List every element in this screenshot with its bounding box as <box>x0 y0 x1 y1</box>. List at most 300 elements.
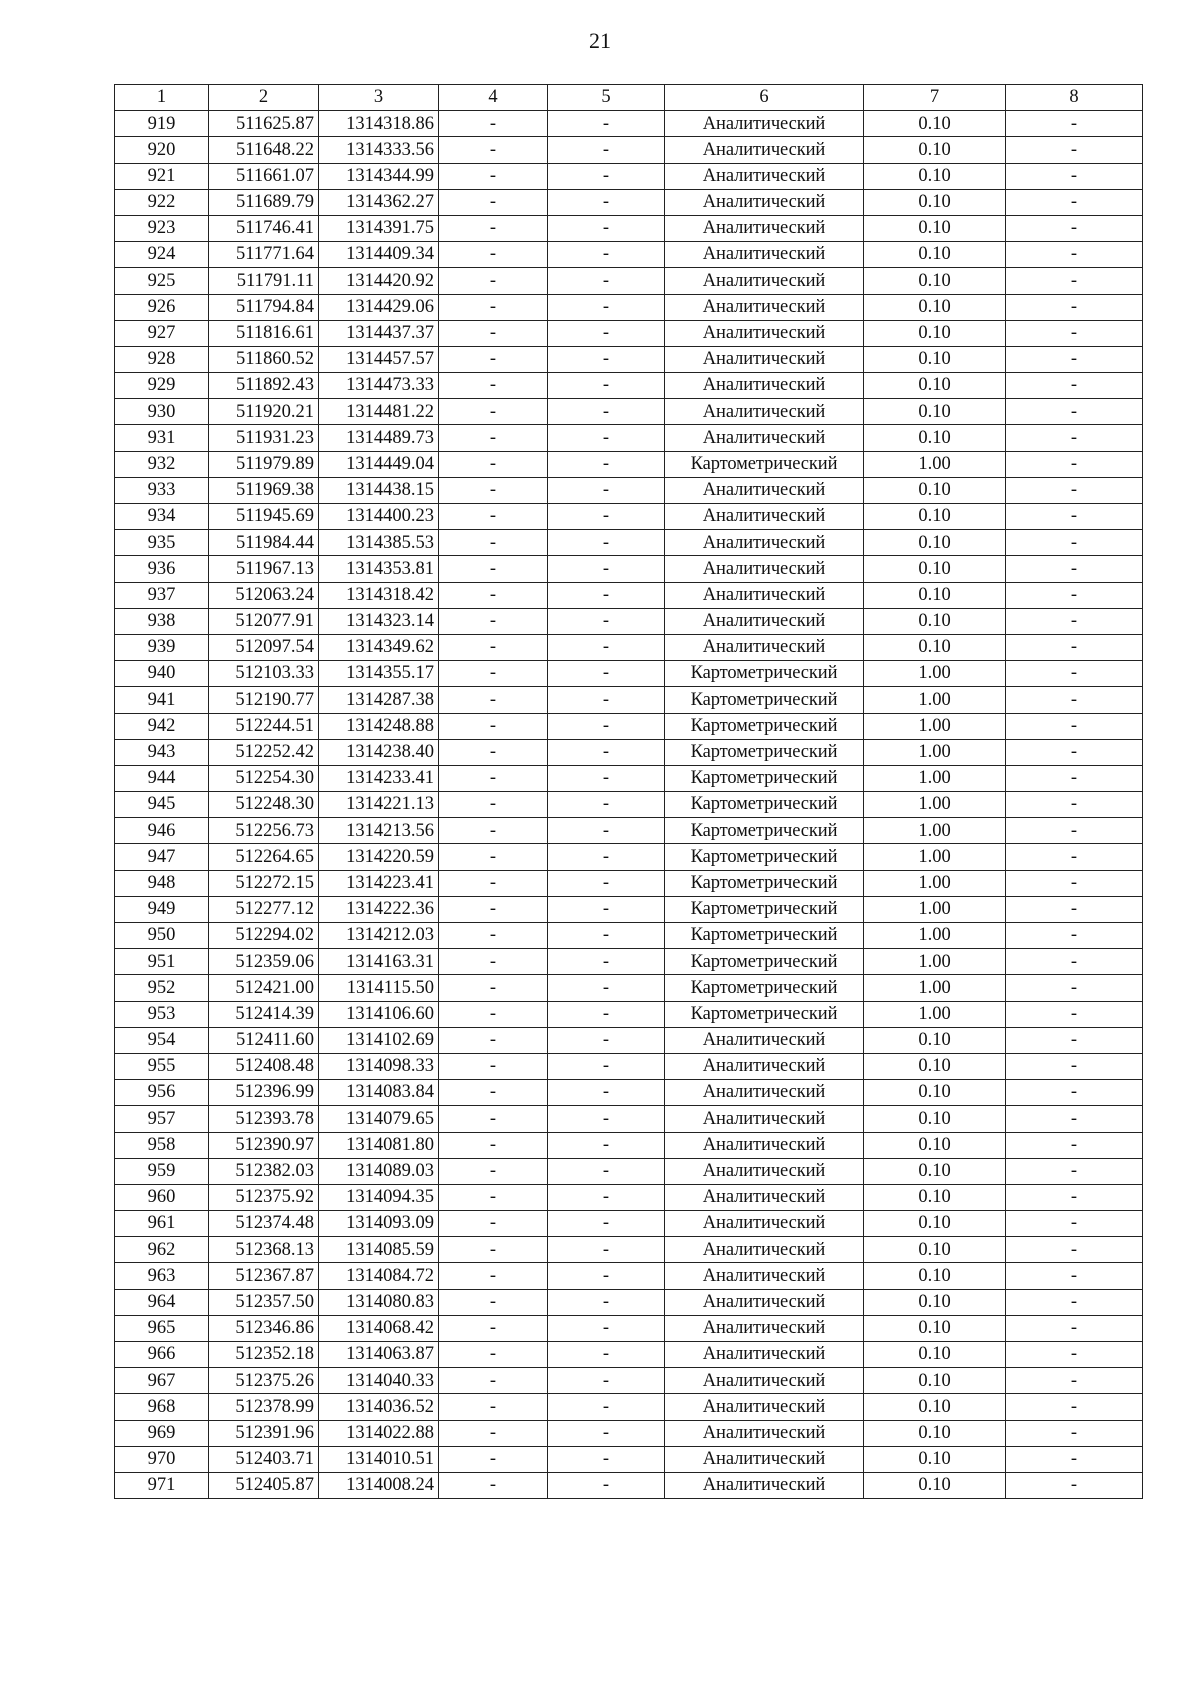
col-8-cell: - <box>1006 1368 1143 1394</box>
col-8-cell: - <box>1006 1263 1143 1289</box>
col-4-cell: - <box>439 923 548 949</box>
table-row <box>115 765 1143 791</box>
coord-x-cell: 512375.26 <box>209 1368 319 1394</box>
col-5-cell: - <box>548 1027 665 1053</box>
col-5-cell: - <box>548 582 665 608</box>
point-number-cell: 947 <box>115 844 209 870</box>
coord-y-cell: 1314333.56 <box>319 137 439 163</box>
col-4-cell: - <box>439 739 548 765</box>
coord-x-cell: 511791.11 <box>209 268 319 294</box>
method-cell: Аналитический <box>665 1237 864 1263</box>
point-number-cell: 970 <box>115 1446 209 1472</box>
table-row <box>115 1420 1143 1446</box>
col-4-cell: - <box>439 1446 548 1472</box>
col-5-cell: - <box>548 1001 665 1027</box>
coord-x-cell: 511648.22 <box>209 137 319 163</box>
table-row <box>115 504 1143 530</box>
col-8-cell: - <box>1006 530 1143 556</box>
col-4-cell: - <box>439 844 548 870</box>
coord-x-cell: 512256.73 <box>209 818 319 844</box>
col-5-cell: - <box>548 163 665 189</box>
point-number-cell: 936 <box>115 556 209 582</box>
method-cell: Картометрический <box>665 687 864 713</box>
coord-y-cell: 1314213.56 <box>319 818 439 844</box>
col-5-cell: - <box>548 425 665 451</box>
column-header-1: 1 <box>115 85 209 111</box>
accuracy-cell: 0.10 <box>864 242 1006 268</box>
table-row <box>115 477 1143 503</box>
method-cell: Аналитический <box>665 294 864 320</box>
accuracy-cell: 0.10 <box>864 399 1006 425</box>
point-number-cell: 945 <box>115 792 209 818</box>
col-4-cell: - <box>439 530 548 556</box>
col-4-cell: - <box>439 1053 548 1079</box>
col-4-cell: - <box>439 504 548 530</box>
coord-x-cell: 511892.43 <box>209 373 319 399</box>
method-cell: Картометрический <box>665 713 864 739</box>
col-4-cell: - <box>439 608 548 634</box>
method-cell: Аналитический <box>665 189 864 215</box>
coord-x-cell: 512077.91 <box>209 608 319 634</box>
coord-y-cell: 1314438.15 <box>319 477 439 503</box>
col-5-cell: - <box>548 949 665 975</box>
col-8-cell: - <box>1006 1211 1143 1237</box>
col-4-cell: - <box>439 1211 548 1237</box>
col-8-cell: - <box>1006 1394 1143 1420</box>
table-row <box>115 687 1143 713</box>
col-5-cell: - <box>548 346 665 372</box>
coord-x-cell: 512421.00 <box>209 975 319 1001</box>
method-cell: Аналитический <box>665 1420 864 1446</box>
coord-y-cell: 1314473.33 <box>319 373 439 399</box>
table-row <box>115 1158 1143 1184</box>
point-number-cell: 968 <box>115 1394 209 1420</box>
accuracy-cell: 0.10 <box>864 215 1006 241</box>
method-cell: Картометрический <box>665 1001 864 1027</box>
col-5-cell: - <box>548 189 665 215</box>
col-8-cell: - <box>1006 215 1143 241</box>
table-row <box>115 215 1143 241</box>
method-cell: Картометрический <box>665 792 864 818</box>
method-cell: Аналитический <box>665 1368 864 1394</box>
coord-x-cell: 512244.51 <box>209 713 319 739</box>
coord-x-cell: 512367.87 <box>209 1263 319 1289</box>
col-8-cell: - <box>1006 1027 1143 1053</box>
coord-y-cell: 1314102.69 <box>319 1027 439 1053</box>
col-4-cell: - <box>439 1184 548 1210</box>
point-number-cell: 937 <box>115 582 209 608</box>
col-8-cell: - <box>1006 687 1143 713</box>
table-row <box>115 137 1143 163</box>
table-row <box>115 923 1143 949</box>
accuracy-cell: 0.10 <box>864 1211 1006 1237</box>
col-5-cell: - <box>548 1420 665 1446</box>
coord-x-cell: 512190.77 <box>209 687 319 713</box>
point-number-cell: 955 <box>115 1053 209 1079</box>
table-row <box>115 582 1143 608</box>
table-row <box>115 844 1143 870</box>
col-4-cell: - <box>439 634 548 660</box>
coord-y-cell: 1314163.31 <box>319 949 439 975</box>
coord-x-cell: 511689.79 <box>209 189 319 215</box>
point-number-cell: 962 <box>115 1237 209 1263</box>
col-4-cell: - <box>439 1158 548 1184</box>
method-cell: Аналитический <box>665 399 864 425</box>
method-cell: Картометрический <box>665 923 864 949</box>
coord-y-cell: 1314318.86 <box>319 111 439 137</box>
coord-y-cell: 1314222.36 <box>319 896 439 922</box>
coord-y-cell: 1314323.14 <box>319 608 439 634</box>
table-row <box>115 870 1143 896</box>
col-8-cell: - <box>1006 1237 1143 1263</box>
col-8-cell: - <box>1006 949 1143 975</box>
point-number-cell: 942 <box>115 713 209 739</box>
col-4-cell: - <box>439 425 548 451</box>
col-4-cell: - <box>439 1080 548 1106</box>
method-cell: Аналитический <box>665 1394 864 1420</box>
table-row <box>115 1368 1143 1394</box>
method-cell: Аналитический <box>665 111 864 137</box>
col-8-cell: - <box>1006 923 1143 949</box>
table-row <box>115 608 1143 634</box>
coord-x-cell: 511931.23 <box>209 425 319 451</box>
col-5-cell: - <box>548 792 665 818</box>
table-row <box>115 425 1143 451</box>
accuracy-cell: 0.10 <box>864 1446 1006 1472</box>
accuracy-cell: 0.10 <box>864 1053 1006 1079</box>
col-4-cell: - <box>439 1420 548 1446</box>
col-5-cell: - <box>548 268 665 294</box>
col-8-cell: - <box>1006 1315 1143 1341</box>
col-5-cell: - <box>548 1263 665 1289</box>
table-row <box>115 1394 1143 1420</box>
point-number-cell: 940 <box>115 661 209 687</box>
coord-x-cell: 511771.64 <box>209 242 319 268</box>
point-number-cell: 950 <box>115 923 209 949</box>
table-row <box>115 1132 1143 1158</box>
table-row <box>115 1237 1143 1263</box>
col-8-cell: - <box>1006 163 1143 189</box>
method-cell: Аналитический <box>665 556 864 582</box>
point-number-cell: 951 <box>115 949 209 975</box>
table-row <box>115 399 1143 425</box>
point-number-cell: 963 <box>115 1263 209 1289</box>
accuracy-cell: 0.10 <box>864 1080 1006 1106</box>
col-8-cell: - <box>1006 1472 1143 1498</box>
col-8-cell: - <box>1006 451 1143 477</box>
table-row <box>115 451 1143 477</box>
coord-x-cell: 512277.12 <box>209 896 319 922</box>
point-number-cell: 930 <box>115 399 209 425</box>
col-4-cell: - <box>439 111 548 137</box>
col-5-cell: - <box>548 634 665 660</box>
accuracy-cell: 0.10 <box>864 1263 1006 1289</box>
coord-y-cell: 1314420.92 <box>319 268 439 294</box>
method-cell: Аналитический <box>665 582 864 608</box>
coord-x-cell: 512408.48 <box>209 1053 319 1079</box>
col-8-cell: - <box>1006 425 1143 451</box>
accuracy-cell: 1.00 <box>864 870 1006 896</box>
col-4-cell: - <box>439 320 548 346</box>
point-number-cell: 934 <box>115 504 209 530</box>
method-cell: Аналитический <box>665 1211 864 1237</box>
table-row <box>115 661 1143 687</box>
coord-x-cell: 512352.18 <box>209 1342 319 1368</box>
accuracy-cell: 1.00 <box>864 792 1006 818</box>
method-cell: Аналитический <box>665 1263 864 1289</box>
col-8-cell: - <box>1006 137 1143 163</box>
table-row <box>115 1446 1143 1472</box>
col-4-cell: - <box>439 242 548 268</box>
point-number-cell: 943 <box>115 739 209 765</box>
coord-x-cell: 511967.13 <box>209 556 319 582</box>
col-4-cell: - <box>439 137 548 163</box>
accuracy-cell: 0.10 <box>864 189 1006 215</box>
coord-x-cell: 512375.92 <box>209 1184 319 1210</box>
column-header-2: 2 <box>209 85 319 111</box>
accuracy-cell: 0.10 <box>864 1394 1006 1420</box>
method-cell: Аналитический <box>665 1342 864 1368</box>
coord-y-cell: 1314022.88 <box>319 1420 439 1446</box>
column-header-6: 6 <box>665 85 864 111</box>
col-8-cell: - <box>1006 582 1143 608</box>
col-8-cell: - <box>1006 242 1143 268</box>
col-4-cell: - <box>439 975 548 1001</box>
accuracy-cell: 0.10 <box>864 477 1006 503</box>
col-4-cell: - <box>439 1342 548 1368</box>
coord-y-cell: 1314429.06 <box>319 294 439 320</box>
col-5-cell: - <box>548 137 665 163</box>
accuracy-cell: 0.10 <box>864 294 1006 320</box>
accuracy-cell: 0.10 <box>864 1342 1006 1368</box>
method-cell: Картометрический <box>665 844 864 870</box>
accuracy-cell: 0.10 <box>864 1472 1006 1498</box>
col-8-cell: - <box>1006 1158 1143 1184</box>
coord-y-cell: 1314212.03 <box>319 923 439 949</box>
accuracy-cell: 0.10 <box>864 608 1006 634</box>
method-cell: Аналитический <box>665 1472 864 1498</box>
col-5-cell: - <box>548 215 665 241</box>
accuracy-cell: 0.10 <box>864 634 1006 660</box>
point-number-cell: 927 <box>115 320 209 346</box>
col-5-cell: - <box>548 477 665 503</box>
table-row <box>115 294 1143 320</box>
method-cell: Аналитический <box>665 137 864 163</box>
method-cell: Аналитический <box>665 477 864 503</box>
col-5-cell: - <box>548 739 665 765</box>
col-5-cell: - <box>548 896 665 922</box>
point-number-cell: 946 <box>115 818 209 844</box>
table-row <box>115 268 1143 294</box>
accuracy-cell: 1.00 <box>864 844 1006 870</box>
col-8-cell: - <box>1006 294 1143 320</box>
col-5-cell: - <box>548 870 665 896</box>
coord-y-cell: 1314008.24 <box>319 1472 439 1498</box>
coord-x-cell: 511979.89 <box>209 451 319 477</box>
col-8-cell: - <box>1006 661 1143 687</box>
col-4-cell: - <box>439 268 548 294</box>
col-4-cell: - <box>439 189 548 215</box>
coord-x-cell: 511746.41 <box>209 215 319 241</box>
method-cell: Аналитический <box>665 163 864 189</box>
accuracy-cell: 1.00 <box>864 896 1006 922</box>
col-5-cell: - <box>548 1053 665 1079</box>
table-row <box>115 1106 1143 1132</box>
coord-x-cell: 511794.84 <box>209 294 319 320</box>
col-8-cell: - <box>1006 504 1143 530</box>
method-cell: Картометрический <box>665 975 864 1001</box>
point-number-cell: 948 <box>115 870 209 896</box>
table-body <box>115 111 1143 1499</box>
accuracy-cell: 1.00 <box>864 818 1006 844</box>
accuracy-cell: 1.00 <box>864 765 1006 791</box>
col-8-cell: - <box>1006 896 1143 922</box>
col-5-cell: - <box>548 242 665 268</box>
col-5-cell: - <box>548 1315 665 1341</box>
col-8-cell: - <box>1006 870 1143 896</box>
col-8-cell: - <box>1006 373 1143 399</box>
point-number-cell: 960 <box>115 1184 209 1210</box>
col-4-cell: - <box>439 1315 548 1341</box>
method-cell: Аналитический <box>665 530 864 556</box>
coord-y-cell: 1314409.34 <box>319 242 439 268</box>
coord-x-cell: 512357.50 <box>209 1289 319 1315</box>
coord-y-cell: 1314349.62 <box>319 634 439 660</box>
col-4-cell: - <box>439 896 548 922</box>
accuracy-cell: 0.10 <box>864 346 1006 372</box>
page-number: 21 <box>589 28 611 53</box>
coord-x-cell: 512359.06 <box>209 949 319 975</box>
col-4-cell: - <box>439 661 548 687</box>
coord-x-cell: 512252.42 <box>209 739 319 765</box>
col-8-cell: - <box>1006 1106 1143 1132</box>
coord-y-cell: 1314344.99 <box>319 163 439 189</box>
table-row <box>115 163 1143 189</box>
col-5-cell: - <box>548 530 665 556</box>
method-cell: Картометрический <box>665 661 864 687</box>
coord-x-cell: 511860.52 <box>209 346 319 372</box>
col-4-cell: - <box>439 1237 548 1263</box>
table-row <box>115 1289 1143 1315</box>
coord-y-cell: 1314400.23 <box>319 504 439 530</box>
col-8-cell: - <box>1006 556 1143 582</box>
col-5-cell: - <box>548 504 665 530</box>
table-row <box>115 111 1143 137</box>
coord-x-cell: 512264.65 <box>209 844 319 870</box>
coord-x-cell: 512374.48 <box>209 1211 319 1237</box>
coord-y-cell: 1314106.60 <box>319 1001 439 1027</box>
col-4-cell: - <box>439 399 548 425</box>
method-cell: Картометрический <box>665 818 864 844</box>
coord-y-cell: 1314063.87 <box>319 1342 439 1368</box>
coord-y-cell: 1314457.57 <box>319 346 439 372</box>
accuracy-cell: 0.10 <box>864 1237 1006 1263</box>
table-row <box>115 320 1143 346</box>
point-number-cell: 921 <box>115 163 209 189</box>
accuracy-cell: 1.00 <box>864 1001 1006 1027</box>
method-cell: Аналитический <box>665 1027 864 1053</box>
method-cell: Картометрический <box>665 765 864 791</box>
col-8-cell: - <box>1006 765 1143 791</box>
accuracy-cell: 0.10 <box>864 163 1006 189</box>
column-header-4: 4 <box>439 85 548 111</box>
coord-x-cell: 512346.86 <box>209 1315 319 1341</box>
method-cell: Аналитический <box>665 1315 864 1341</box>
coord-x-cell: 511984.44 <box>209 530 319 556</box>
coord-y-cell: 1314437.37 <box>319 320 439 346</box>
col-4-cell: - <box>439 713 548 739</box>
coord-y-cell: 1314223.41 <box>319 870 439 896</box>
point-number-cell: 939 <box>115 634 209 660</box>
col-5-cell: - <box>548 399 665 425</box>
coord-y-cell: 1314084.72 <box>319 1263 439 1289</box>
point-number-cell: 933 <box>115 477 209 503</box>
col-4-cell: - <box>439 1106 548 1132</box>
coord-x-cell: 512414.39 <box>209 1001 319 1027</box>
column-header-7: 7 <box>864 85 1006 111</box>
method-cell: Аналитический <box>665 1106 864 1132</box>
accuracy-cell: 0.10 <box>864 582 1006 608</box>
accuracy-cell: 1.00 <box>864 661 1006 687</box>
point-number-cell: 929 <box>115 373 209 399</box>
accuracy-cell: 0.10 <box>864 1106 1006 1132</box>
col-5-cell: - <box>548 111 665 137</box>
accuracy-cell: 0.10 <box>864 1158 1006 1184</box>
coord-y-cell: 1314080.83 <box>319 1289 439 1315</box>
coord-y-cell: 1314085.59 <box>319 1237 439 1263</box>
col-8-cell: - <box>1006 1053 1143 1079</box>
coord-x-cell: 512272.15 <box>209 870 319 896</box>
accuracy-cell: 0.10 <box>864 425 1006 451</box>
point-number-cell: 944 <box>115 765 209 791</box>
col-5-cell: - <box>548 1289 665 1315</box>
col-4-cell: - <box>439 1289 548 1315</box>
col-8-cell: - <box>1006 399 1143 425</box>
accuracy-cell: 0.10 <box>864 1132 1006 1158</box>
method-cell: Картометрический <box>665 949 864 975</box>
col-4-cell: - <box>439 294 548 320</box>
col-8-cell: - <box>1006 818 1143 844</box>
coord-y-cell: 1314079.65 <box>319 1106 439 1132</box>
table-row <box>115 556 1143 582</box>
coord-x-cell: 512393.78 <box>209 1106 319 1132</box>
point-number-cell: 953 <box>115 1001 209 1027</box>
coord-x-cell: 511969.38 <box>209 477 319 503</box>
accuracy-cell: 0.10 <box>864 530 1006 556</box>
point-number-cell: 965 <box>115 1315 209 1341</box>
coord-x-cell: 512391.96 <box>209 1420 319 1446</box>
col-5-cell: - <box>548 975 665 1001</box>
col-5-cell: - <box>548 1184 665 1210</box>
point-number-cell: 949 <box>115 896 209 922</box>
col-8-cell: - <box>1006 792 1143 818</box>
method-cell: Картометрический <box>665 739 864 765</box>
col-8-cell: - <box>1006 1420 1143 1446</box>
coord-y-cell: 1314094.35 <box>319 1184 439 1210</box>
point-number-cell: 956 <box>115 1080 209 1106</box>
point-number-cell: 941 <box>115 687 209 713</box>
coord-y-cell: 1314010.51 <box>319 1446 439 1472</box>
coord-y-cell: 1314036.52 <box>319 1394 439 1420</box>
col-8-cell: - <box>1006 1001 1143 1027</box>
accuracy-cell: 0.10 <box>864 1289 1006 1315</box>
point-number-cell: 932 <box>115 451 209 477</box>
table-row <box>115 1263 1143 1289</box>
accuracy-cell: 0.10 <box>864 111 1006 137</box>
coord-y-cell: 1314362.27 <box>319 189 439 215</box>
col-8-cell: - <box>1006 1446 1143 1472</box>
col-5-cell: - <box>548 1472 665 1498</box>
